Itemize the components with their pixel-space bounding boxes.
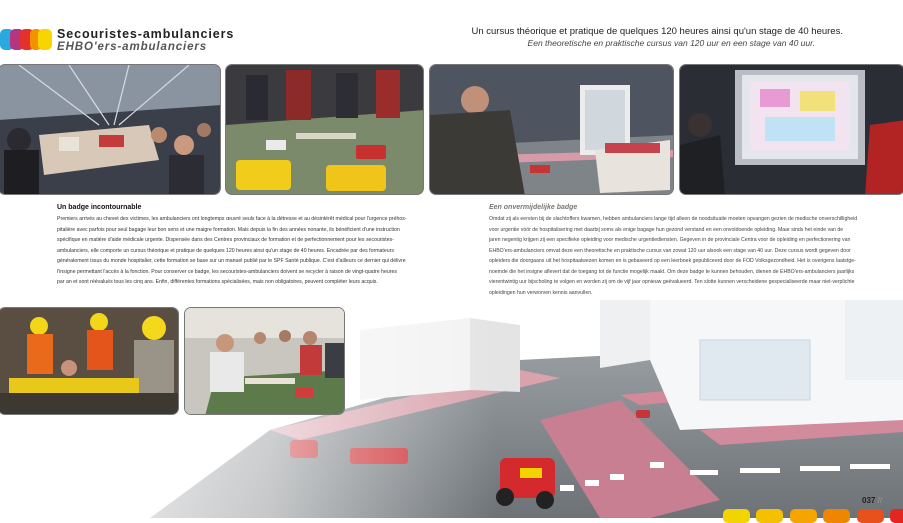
photo-rescue-exercise — [0, 307, 179, 415]
page-title-nl: EHBO'ers-ambulanciers — [57, 41, 208, 53]
page-number-separator: // — [877, 496, 883, 505]
body-line: pitalière avec parfois pour seul bagage leur bon sens et une maigre formation. Mais depuis la fin des années nonante, ils bénéficient d'une instruction — [57, 226, 400, 233]
chapter-tab — [823, 509, 850, 523]
body-line: noemde die het insigne aflevert dat de toegang tot de functie mogelijk maakt. Om deze badge te kunnen behouden, dienen de EHBO'ers-ambulanciers jaarlijks — [489, 268, 855, 275]
body-line: généralement issus du monde hospitalier, cette formation se base sur un manuel publié par le SPF Santé publique. C'est d'ailleurs ce dernier qui délivre — [57, 258, 406, 264]
body-line: Premiers arrivés au chevet des victimes, les ambulanciers ont longtemps œuvré seuls face à la détresse et au désintérêt médical pour l'urgence préhos- — [57, 216, 407, 222]
photo-group-around-model — [184, 307, 345, 415]
heading-fr: Un badge incontournable — [57, 204, 142, 211]
photo-model-city-instructor — [429, 64, 674, 195]
page-number-value: 037 — [862, 496, 876, 505]
tagline-fr: Un cursus théorique et pratique de quelques 120 heures ainsi qu'un stage de 40 heures. — [471, 26, 843, 37]
chapter-tab — [723, 509, 750, 523]
chapter-tab — [756, 509, 783, 523]
body-line: opleidingen hun verworven kennis aanvullen. — [489, 289, 593, 296]
photo-crowd-model-table — [0, 64, 221, 195]
body-line: spécifique en matière d'aide médicale urgente. Dispensée dans des Centres provinciaux de formation et de perfectionnement pour les secouristes- — [57, 237, 394, 243]
chapter-tab — [857, 509, 884, 523]
page-title-fr: Secouristes-ambulanciers — [57, 27, 235, 41]
chapter-tab — [890, 509, 903, 523]
page-number — [862, 496, 882, 505]
body-text-nl — [489, 214, 867, 298]
chapter-tab — [790, 509, 817, 523]
heading-nl: Een onvermijdelijke badge — [489, 204, 578, 211]
body-line: par an et sont réévalués tous les cinq ans. Enfin, différentes formations spécialisées, mais non obligatoires, peuvent compléter leurs acquis. — [57, 279, 378, 285]
body-text-fr — [57, 214, 413, 288]
body-line: opleiders die doorgaans uit het hospitaalwezen komen en is gebaseerd op een leerboek gepubliceerd door de FOD Volksgezondheid. Het is overigens laatstge- — [489, 258, 856, 264]
body-line: jaren negentig krijgen zij een specifieke opleiding voor medische urgentiediensten. Gegeven in de provinciale Centra voor de opleiding en perfectionering van — [489, 237, 851, 243]
body-line: Omdat zij als eersten bij de slachtoffers kwamen, hebben ambulanciers lange tijd alleen de noodsituatie moeten opvangen gezien de medische onverschilligheid — [489, 216, 858, 222]
photo-projection-screen — [679, 64, 903, 195]
body-line: ambulanciers, elle comporte un cursus théorique et pratique de quelques 120 heures ainsi qu'un stage de 40 heures. Encadrée par des formateurs — [57, 247, 394, 254]
body-line: EHBO'ers-ambulanciers omvat deze een theoretische en praktische cursus van zowat 120 uur alsook een stage van 40 uur. Deze cursus wordt gegeven door — [489, 247, 851, 254]
body-line: vierentwintig uur bijscholing te volgen en worden zij om de vijf jaar opnieuw geëvalueerd. Ten slotte kunnen verscheidene gespecialiseerde maar niet-verplichte — [489, 279, 855, 285]
body-line: voor urgentie vóór de hospitalisering met daarbij soms als enige bagage hun gezond verstand en een onvoldoende opleiding. Maar sinds het einde van de — [489, 226, 844, 233]
logo-color-bars — [0, 29, 52, 50]
photo-toy-vehicles — [225, 64, 424, 195]
body-line: l'insigne permettant l'accès à la fonction. Pour conserver ce badge, les secouristes-ambulanciers doivent se recycler à raison de vingt-quatre heures — [57, 268, 397, 275]
tagline-nl: Een theoretische en praktische cursus van 120 uur en een stage van 40 uur. — [527, 38, 815, 48]
